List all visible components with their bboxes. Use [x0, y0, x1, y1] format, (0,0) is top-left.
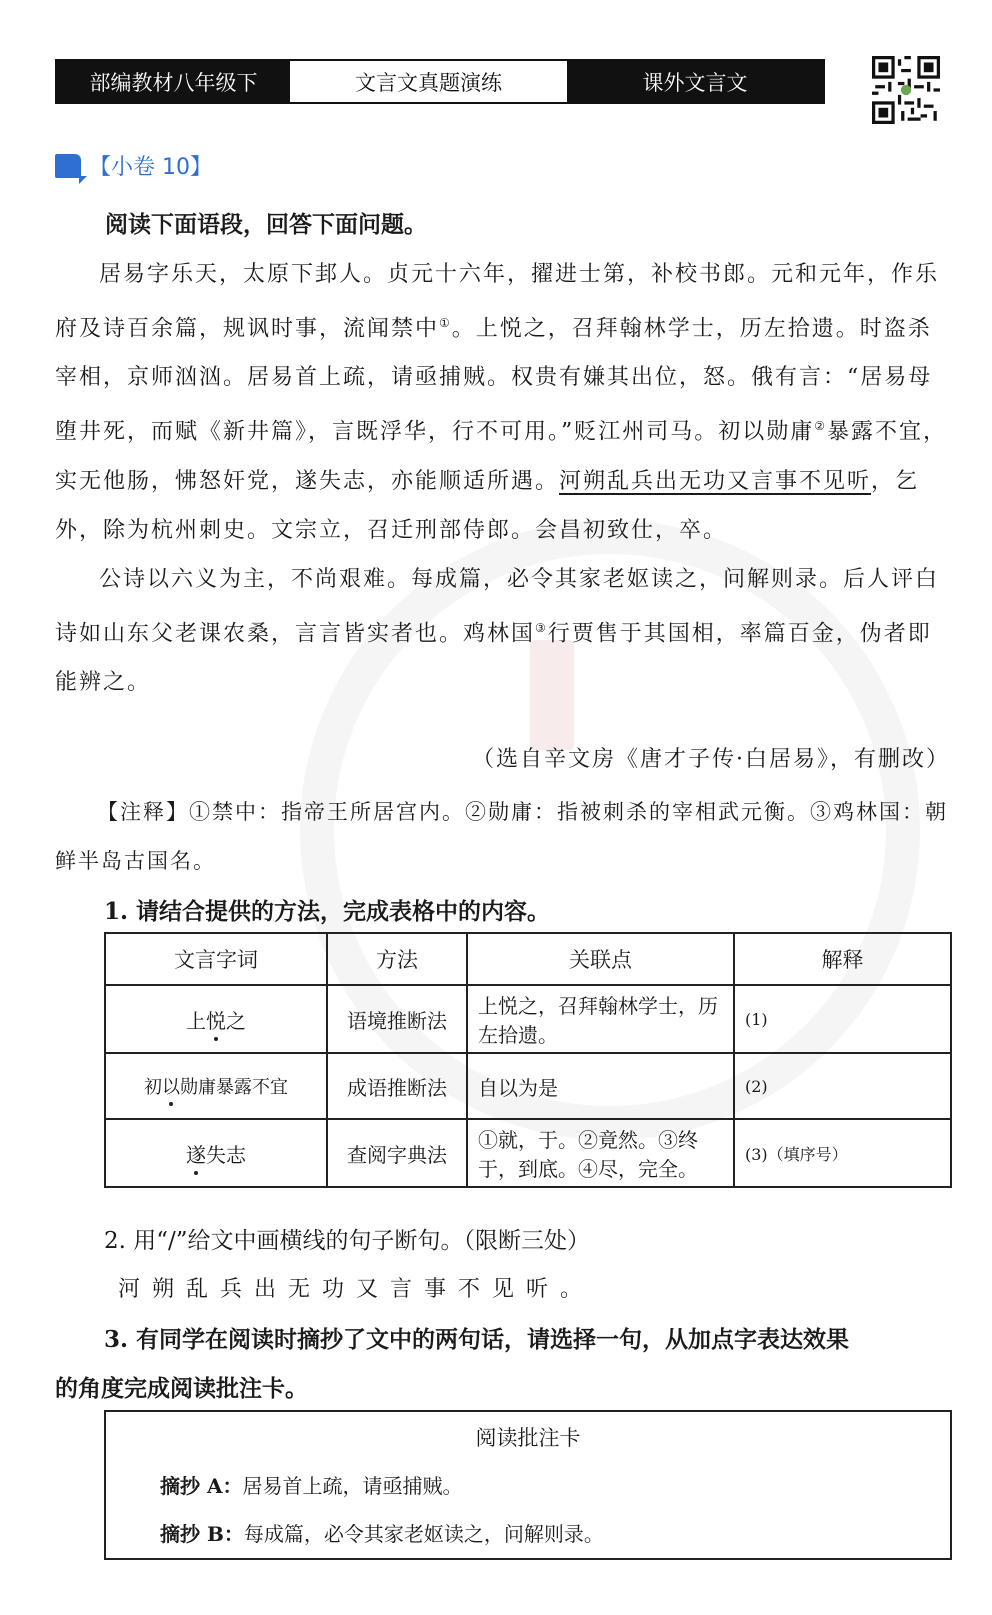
- table-row: [105, 985, 951, 1053]
- table-cell-word: [105, 985, 327, 1053]
- table-header: 文言字词: [105, 933, 327, 985]
- question-2-sentence[interactable]: 河朔乱兵出无功又言事不见听。: [118, 1277, 595, 1302]
- passage-paragraph-2: [55, 555, 950, 707]
- passage-text: ，乞外，除为杭州刺史。文宗立，召迁刑部侍郎。会昌初致仕，卒。: [55, 468, 920, 543]
- table-row: [105, 1119, 951, 1187]
- method-table: [104, 932, 952, 1188]
- dotted-char: 以: [162, 1077, 180, 1098]
- word-text: 上: [186, 1008, 206, 1033]
- section-label: 【小卷 10】: [89, 155, 212, 180]
- table-row: [105, 1053, 951, 1119]
- dotted-char: 遂: [186, 1142, 206, 1167]
- word-text: 之: [226, 1008, 246, 1033]
- table-cell-method: 成语推断法: [327, 1053, 467, 1119]
- table-header: 解释: [734, 933, 951, 985]
- passage: [55, 250, 950, 707]
- annotations: 【注释】①禁中：指帝王所居宫内。②勋庸：指被刺杀的宰相武元衡。③鸡林国：朝鲜半岛古国名。: [55, 800, 948, 873]
- passage-text: 行贾售于其国相，率篇百金，伪者即能辨之。: [55, 620, 932, 695]
- footnote-marker: ②: [814, 419, 828, 434]
- table-header: 关联点: [467, 933, 734, 985]
- word-text: 失志: [206, 1142, 246, 1167]
- header-title: 文言文真题演练: [290, 61, 567, 102]
- footnote-marker: ③: [535, 620, 548, 635]
- word-text: 勋庸暴露不宜: [180, 1077, 288, 1098]
- table-cell-word: [105, 1053, 327, 1119]
- header-grade: 部编教材八年级下: [57, 61, 290, 102]
- source-citation: （选自辛文房《唐才子传·白居易》，有删改）: [472, 747, 950, 772]
- table-cell-method: 语境推断法: [327, 985, 467, 1053]
- passage-paragraph-1: [55, 250, 950, 555]
- passage-text: 公诗以六义为主，不尚艰难。每成篇，必令其家老妪读之，问解则录。后人评白诗如山东父老课农桑，言言皆实者也。鸡林国: [55, 566, 940, 646]
- reading-instruction: 阅读下面语段，回答下面问题。: [105, 211, 427, 238]
- table-cell-link: 上悦之，召拜翰林学士，历左拾遗。: [467, 985, 734, 1053]
- passage-text: 居易字乐天，太原下邽人。贞元十六年，擢进士第，补校书郎。元和元年，作乐府及诗百余篇，规讽时事，流闻禁中: [55, 262, 940, 342]
- dotted-char: 悦: [206, 1008, 226, 1033]
- word-text: 初: [144, 1077, 162, 1098]
- table-header-row: [105, 933, 951, 985]
- header-bar: [55, 59, 825, 104]
- passage-text: 。上悦之，召拜翰林学士，历左拾遗。时盗杀宰相，京师汹汹。居易首上疏，请亟捕贼。权贵有嫌其出位，怒。俄有言：“居易母堕井死，而赋《新井篇》，言既浮华，行不可用。”贬江州司马。初以勋庸: [55, 316, 933, 445]
- excerpt-b-label: 摘抄 B：: [160, 1522, 244, 1546]
- table-cell-word: [105, 1119, 327, 1187]
- qr-code-icon: [872, 56, 940, 124]
- passage-text: 暴露不宜，实无他肠，怫怒奸党，遂失志，亦能顺适所遇。: [55, 419, 948, 494]
- underlined-sentence: 河朔乱兵出无功又言事不见听: [559, 468, 872, 494]
- question-2-prompt: 2. 用“/”给文中画横线的句子断句。（限断三处）: [104, 1228, 591, 1254]
- question-3-prompt-line-1: 3. 有同学在阅读时摘抄了文中的两句话，请选择一句，从加点字表达效果: [104, 1326, 850, 1353]
- table-cell-link: ①就，于。②竟然。③终于，到底。④尽，完全。: [467, 1119, 734, 1187]
- excerpt-a-text: 居易首上疏，请亟捕贼。: [242, 1474, 463, 1498]
- footnote-marker: ①: [439, 316, 452, 330]
- question-1-prompt: 1. 请结合提供的方法，完成表格中的内容。: [104, 898, 551, 925]
- excerpt-a: [160, 1470, 462, 1499]
- annotation-card: [104, 1410, 952, 1560]
- answer-blank-2[interactable]: (2): [734, 1053, 951, 1119]
- bookmark-icon: [55, 154, 81, 178]
- excerpt-b: [160, 1518, 604, 1547]
- excerpt-b-text: 每成篇，必令其家老妪读之，问解则录。: [243, 1522, 604, 1546]
- table-cell-link: 自以为是: [467, 1053, 734, 1119]
- answer-blank-3[interactable]: (3)（填序号）: [734, 1119, 951, 1187]
- section-title: [55, 150, 212, 181]
- header-category: 课外文言文: [567, 61, 823, 102]
- excerpt-a-label: 摘抄 A：: [160, 1474, 243, 1498]
- question-3-prompt-line-2: 的角度完成阅读批注卡。: [55, 1375, 308, 1402]
- table-header: 方法: [327, 933, 467, 985]
- table-cell-method: 查阅字典法: [327, 1119, 467, 1187]
- card-title: 阅读批注卡: [475, 1426, 581, 1450]
- answer-blank-1[interactable]: (1): [734, 985, 951, 1053]
